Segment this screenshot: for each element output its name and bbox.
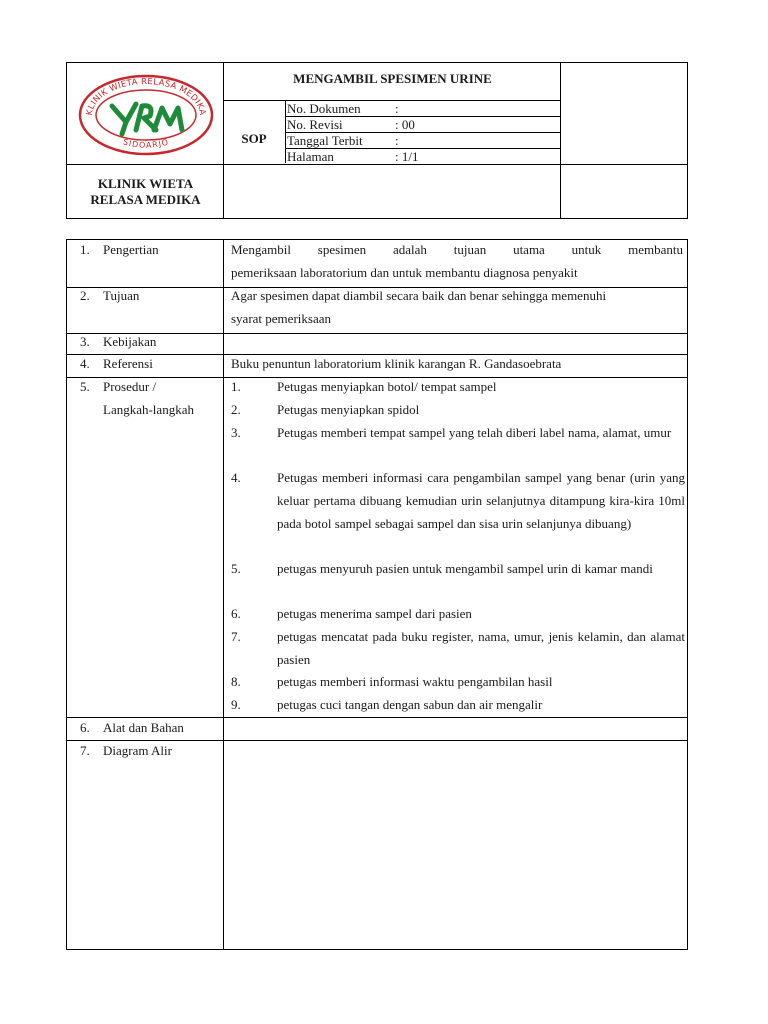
step-number: 6. bbox=[231, 606, 241, 621]
word: utama bbox=[513, 242, 545, 257]
table-column-divider bbox=[223, 240, 224, 949]
meta-key: No. Revisi bbox=[287, 117, 343, 132]
section-title: Pengertian bbox=[103, 242, 159, 257]
meta-row-page bbox=[287, 149, 557, 165]
step-text: petugas menyuruh pasien untuk mengambil sampel urin di kamar mandi bbox=[277, 561, 653, 576]
section-content-tujuan bbox=[231, 284, 683, 330]
section-number: 6. bbox=[80, 720, 90, 735]
step-number: 4. bbox=[231, 470, 241, 485]
meta-value: : bbox=[395, 101, 399, 116]
step-text: Petugas menyiapkan botol/ tempat sampel bbox=[277, 379, 497, 394]
step-text: Petugas memberi tempat sampel yang telah diberi label nama, alamat, umur bbox=[277, 425, 672, 440]
clinic-name-line: RELASA MEDIKA bbox=[90, 192, 201, 207]
meta-row-issue-date bbox=[287, 133, 557, 149]
step-text: Petugas menyiapkan spidol bbox=[277, 402, 420, 417]
section-title: Kebijakan bbox=[103, 334, 157, 349]
text-line: syarat pemeriksaan bbox=[231, 311, 331, 326]
svg-text:SIDOARJO: SIDOARJO bbox=[121, 137, 171, 150]
clinic-name-line: KLINIK WIETA bbox=[97, 176, 194, 191]
justified-line bbox=[231, 238, 683, 261]
section-number: 7. bbox=[80, 743, 90, 758]
section-title: Referensi bbox=[103, 356, 153, 371]
section-number: 3. bbox=[80, 334, 90, 349]
meta-value: : 1/1 bbox=[395, 149, 419, 164]
word: tujuan bbox=[453, 242, 487, 257]
meta-row-revision bbox=[287, 117, 557, 133]
step-number: 9. bbox=[231, 697, 241, 712]
table-row-divider bbox=[67, 333, 687, 334]
section-content-referensi bbox=[231, 352, 683, 375]
section-title: Diagram Alir bbox=[103, 743, 172, 758]
clinic-logo-icon bbox=[78, 74, 214, 156]
svg-text:KLINIK WIETA RELASA MEDIKA: KLINIK WIETA RELASA MEDIKA bbox=[84, 76, 208, 117]
step-number: 1. bbox=[231, 379, 241, 394]
word: spesimen bbox=[317, 242, 367, 257]
step-number: 3. bbox=[231, 425, 241, 440]
step-number: 2. bbox=[231, 402, 241, 417]
word: Mengambil bbox=[231, 242, 291, 257]
sop-header-table bbox=[66, 62, 688, 219]
section-number: 1. bbox=[80, 242, 90, 257]
section-content-pengertian bbox=[231, 238, 683, 284]
section-number: 4. bbox=[80, 356, 90, 371]
word: membantu bbox=[628, 242, 683, 257]
clinic-logo bbox=[67, 63, 224, 164]
meta-key: Halaman bbox=[287, 149, 334, 164]
meta-key: Tanggal Terbit bbox=[287, 133, 363, 148]
text-line: Buku penuntun laboratorium klinik karangan R. Gandasoebrata bbox=[231, 356, 562, 371]
section-title: Alat dan Bahan bbox=[103, 720, 184, 735]
step-text: Petugas memberi informasi cara pengambilan sampel yang benar (urin yang keluar pertama dibuang kemudian urin selanjutnya ditampung kira-kira 10ml pada botol sampel sebagai sampel dan sisa urin selanjunya dibuang) bbox=[277, 470, 685, 531]
section-title: Langkah-langkah bbox=[103, 402, 194, 417]
word: adalah bbox=[392, 242, 427, 257]
clinic-name bbox=[67, 176, 224, 208]
section-number: 2. bbox=[80, 288, 90, 303]
meta-value: : 00 bbox=[395, 117, 415, 132]
step-text: petugas memberi informasi waktu pengambilan hasil bbox=[277, 674, 553, 689]
text-line: Agar spesimen dapat diambil secara baik dan benar sehingga memenuhi bbox=[231, 288, 607, 303]
step-text: petugas menerima sampel dari pasien bbox=[277, 606, 472, 621]
step-text: petugas cuci tangan dengan sabun dan air mengalir bbox=[277, 697, 543, 712]
meta-value: : bbox=[395, 133, 399, 148]
section-title: Tujuan bbox=[103, 288, 140, 303]
step-number: 7. bbox=[231, 629, 241, 644]
sop-content-table bbox=[66, 239, 688, 950]
word: untuk bbox=[571, 242, 602, 257]
section-title: Prosedur / bbox=[103, 379, 157, 394]
meta-row-document-number bbox=[287, 101, 557, 117]
step-text: petugas mencatat pada buku register, nama, umur, jenis kelamin, dan alamat pasien bbox=[277, 629, 685, 667]
meta-key: No. Dokumen bbox=[287, 101, 361, 116]
step-number: 8. bbox=[231, 674, 241, 689]
sop-label: SOP bbox=[241, 131, 267, 146]
step-number: 5. bbox=[231, 561, 241, 576]
document-title: MENGAMBIL SPESIMEN URINE bbox=[293, 71, 492, 86]
text-line: pemeriksaan laboratorium dan untuk membantu diagnosa penyakit bbox=[231, 265, 578, 280]
section-number: 5. bbox=[80, 379, 90, 394]
